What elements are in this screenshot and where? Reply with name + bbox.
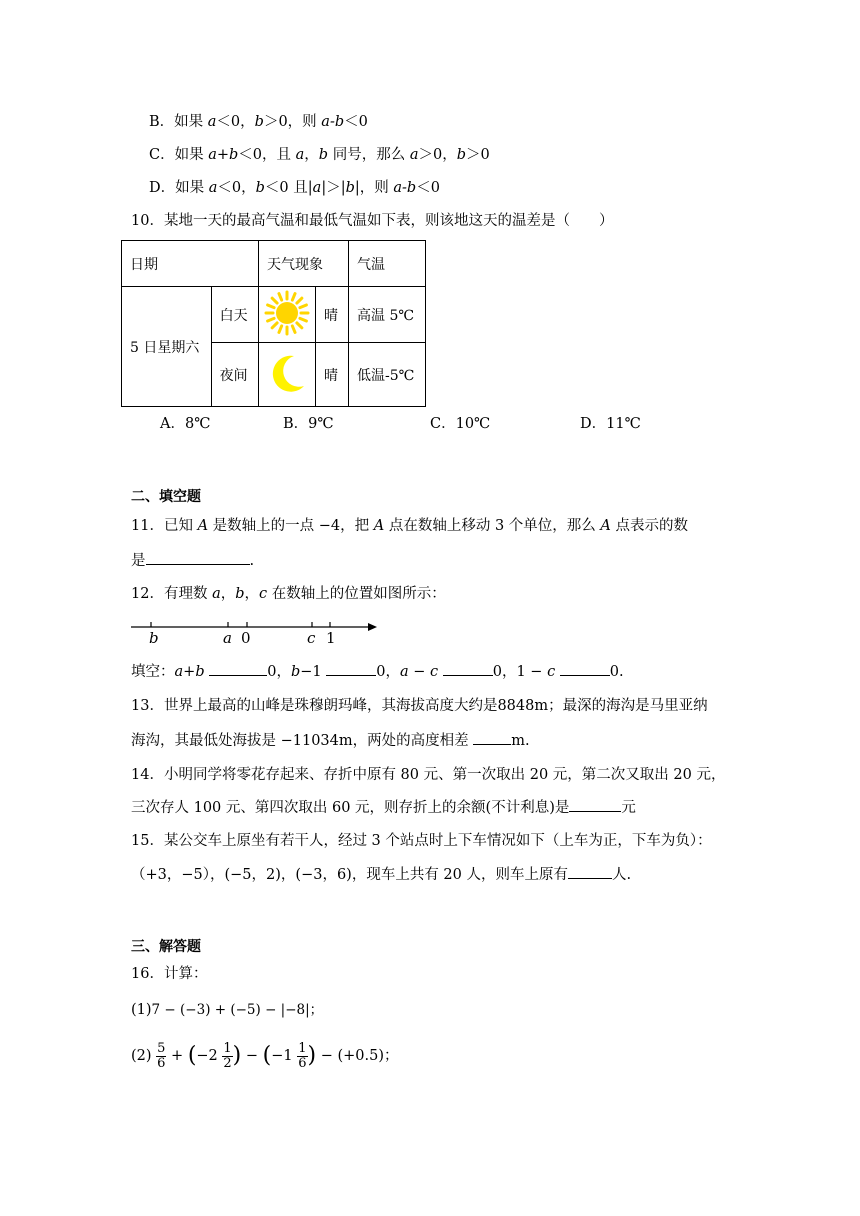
- answer-blank[interactable]: [209, 661, 267, 676]
- q12-stem: 12．有理数 a，b，c 在数轴上的位置如图所示：: [131, 586, 446, 602]
- day-label: 白天: [211, 287, 258, 343]
- answer-blank[interactable]: [560, 661, 610, 676]
- number-line-diagram: [131, 618, 381, 646]
- sun-ray: [279, 293, 282, 299]
- crescent-moon-icon: [264, 350, 310, 396]
- sun-ray: [268, 318, 274, 321]
- sun-ray: [292, 325, 295, 331]
- axis-label-b: b: [149, 629, 159, 646]
- fraction: $\frac{5}{6}$: [157, 1040, 166, 1071]
- q10-option-b: B．9℃: [283, 416, 334, 432]
- axis-label-c: c: [307, 629, 316, 646]
- q10-option-d: D．11℃: [580, 416, 641, 432]
- q9-option-d: D．如果 a＜0，b＜0 且|a|＞|b|，则 a-b＜0: [149, 180, 440, 196]
- q13-line2: 海沟，其最低处海拔是 −11034m，两处的高度相差 m.: [131, 730, 530, 751]
- q15-line1: 15．某公交车上原坐有若干人，经过 3 个站点时上下车情况如下（上车为正，下车为负）：: [131, 833, 712, 849]
- header-temp: 气温: [349, 241, 426, 287]
- header-weather: 天气现象: [259, 241, 349, 287]
- q15-line2: （+3，−5），(−5，2)，(−3，6)，现车上共有 20 人，则车上原有 人.: [131, 864, 631, 885]
- night-weather: 晴: [316, 343, 349, 407]
- moon-icon-cell: [259, 343, 316, 407]
- q12-fill-line: 填空：a+b 0，b−1 0，a − c 0，1 − c 0.: [131, 661, 624, 682]
- q9-option-c: C．如果 a+b＜0，且 a，b 同号，那么 a＞0，b＞0: [149, 147, 490, 163]
- q16-part1: (1)7 − (−3) + (−5) − |−8|；: [131, 1002, 324, 1018]
- sun-ray: [268, 304, 274, 307]
- sun-icon-cell: [259, 287, 316, 343]
- q14-line2: 三次存人 100 元、第四次取出 60 元，则存折上的余额(不计利息)是 元: [131, 797, 636, 818]
- answer-blank[interactable]: [473, 730, 511, 745]
- night-label: 夜间: [211, 343, 258, 407]
- sun-ray: [300, 304, 306, 307]
- answer-blank[interactable]: [146, 550, 250, 565]
- q13-line1: 13．世界上最高的山峰是珠穆朗玛峰，其海拔高度大约是8848m；最深的海沟是马里亚纳: [131, 698, 708, 714]
- weather-table: [121, 240, 426, 407]
- q10-option-a: A．8℃: [160, 416, 211, 432]
- night-temp: 低温-5℃: [349, 343, 426, 407]
- day-weather: 晴: [316, 287, 349, 343]
- q11-line2: 是 .: [131, 550, 254, 571]
- day-temp: 高温 5℃: [349, 287, 426, 343]
- fraction: $\frac{1}{6}$: [298, 1040, 307, 1071]
- sun-ray: [297, 322, 302, 327]
- answer-blank[interactable]: [568, 864, 612, 879]
- answer-blank[interactable]: [569, 797, 621, 812]
- sun-ray: [272, 298, 277, 303]
- header-date: 日期: [122, 241, 259, 287]
- q10-option-c: C．10℃: [430, 416, 491, 432]
- q10-stem: 10．某地一天的最高气温和最低气温如下表，则该地这天的温差是（ ）: [131, 213, 614, 229]
- section-title-fill-in: 二、填空题: [131, 489, 201, 505]
- axis-label-zero: 0: [241, 629, 251, 646]
- fraction: $\frac{1}{2}$: [223, 1040, 232, 1071]
- sun-ray: [272, 322, 277, 327]
- sun-ray: [279, 325, 282, 331]
- q14-line1: 14．小明同学将零花存起来、存折中原有 80 元、第一次取出 20 元，第二次又取出 20 元，: [131, 767, 726, 783]
- axis-label-one: 1: [326, 629, 336, 646]
- q16-stem: 16．计算：: [131, 966, 208, 982]
- sun-ray: [297, 298, 302, 303]
- answer-blank[interactable]: [326, 661, 376, 676]
- sun-ray: [292, 293, 295, 299]
- date-cell: 5 日星期六: [122, 287, 212, 407]
- section-title-solve: 三、解答题: [131, 939, 201, 955]
- axis-label-a: a: [223, 629, 232, 646]
- q16-part2: (2) $\frac{5}{6}$ + (−2 $\frac{1}{2}$ ) − (−1 $\frac{1}{6}$ ) − (+0.5)；: [131, 1040, 399, 1071]
- sun-ray: [300, 318, 306, 321]
- q11-line1: 11．已知 A 是数轴上的一点 −4，把 A 点在数轴上移动 3 个单位，那么 A 点表示的数: [131, 518, 688, 534]
- q9-option-b: B．如果 a＜0，b＞0，则 a-b＜0: [149, 114, 368, 130]
- answer-blank[interactable]: [443, 661, 493, 676]
- sun-icon: [264, 290, 310, 336]
